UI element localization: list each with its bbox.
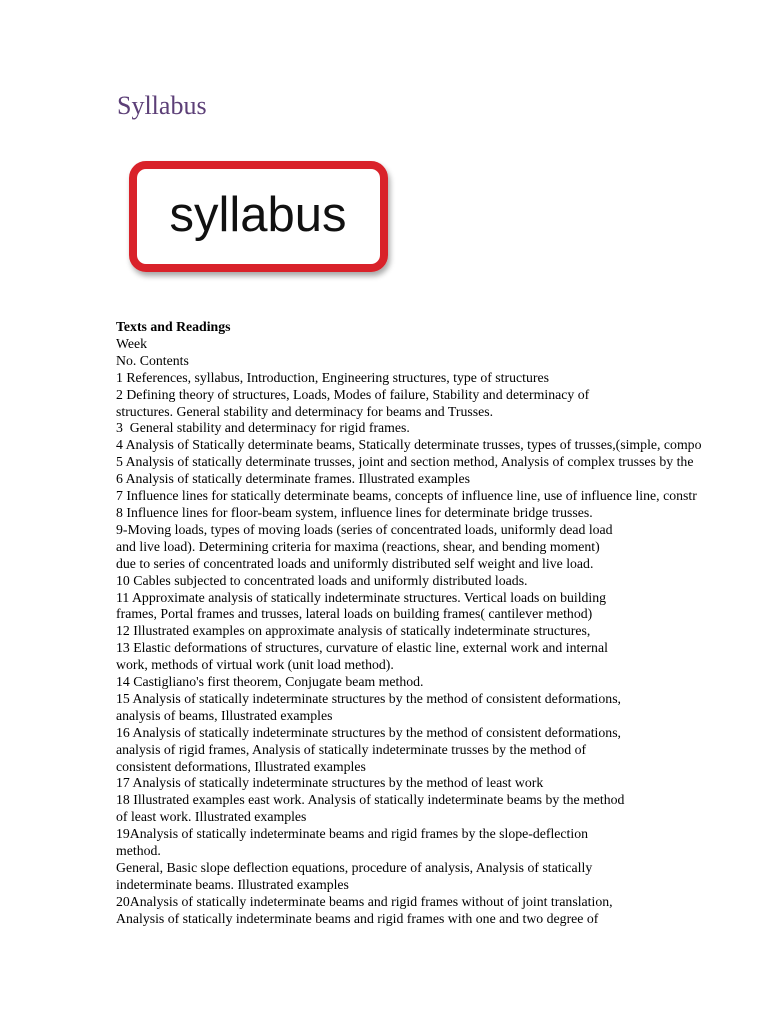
syllabus-line: 17 Analysis of statically indeterminate structures by the method of least work [116,775,544,791]
syllabus-line: 3 General stability and determinacy for rigid frames. [116,420,410,436]
syllabus-line: 14 Castigliano's first theorem, Conjugate beam method. [116,674,424,690]
syllabus-logo-graphic [124,160,404,286]
syllabus-line: 4 Analysis of Statically determinate beams, Statically determinate trusses, types of trusses,(simple, compo [116,437,702,453]
syllabus-line: 20Analysis of statically indeterminate beams and rigid frames without of joint translation, [116,893,613,909]
syllabus-line: 11 Approximate analysis of statically indeterminate structures. Vertical loads on building [116,589,607,605]
syllabus-line: General, Basic slope deflection equations, procedure of analysis, Analysis of statically [116,860,593,875]
syllabus-line: 19Analysis of statically indeterminate beams and rigid frames by the slope-deflection [116,826,589,842]
syllabus-line: 18 Illustrated examples east work. Analysis of statically indeterminate beams by the method [116,792,625,808]
syllabus-line: of least work. Illustrated examples [116,809,307,825]
syllabus-logo [124,160,404,286]
syllabus-line: analysis of rigid frames, Analysis of statically indeterminate trusses by the method of [116,741,587,757]
syllabus-line: 8 Influence lines for floor-beam system, influence lines for determinate bridge trusses. [116,504,593,520]
syllabus-line: analysis of beams, Illustrated examples [116,707,333,723]
syllabus-line: consistent deformations, Illustrated examples [116,758,366,774]
syllabus-line: 16 Analysis of statically indeterminate structures by the method of consistent deformations, [116,724,622,740]
syllabus-line: 7 Influence lines for statically determinate beams, concepts of influence line, use of influence line, constr [116,488,697,504]
texts-and-readings-section [116,319,768,928]
syllabus-line: indeterminate beams. Illustrated examples [116,876,349,892]
syllabus-line: 13 Elastic deformations of structures, curvature of elastic line, external work and internal [116,640,608,656]
syllabus-line: Week [116,335,148,351]
syllabus-line: method. [116,843,161,859]
syllabus-line: due to series of concentrated loads and uniformly distributed self weight and live load. [116,555,594,571]
syllabus-line: No. Contents [116,352,189,368]
syllabus-line: 10 Cables subjected to concentrated loads and uniformly distributed loads. [116,572,528,588]
syllabus-line: Analysis of statically indeterminate beams and rigid frames with one and two degree of [116,910,599,926]
syllabus-line: 5 Analysis of statically determinate trusses, joint and section method, Analysis of complex trusses by the [116,454,694,470]
logo-text: syllabus [169,188,347,242]
page-title: Syllabus [117,91,207,120]
syllabus-line: work, methods of virtual work (unit load method). [116,657,394,673]
syllabus-line: 12 Illustrated examples on approximate analysis of statically indeterminate structures, [116,623,591,639]
syllabus-line: structures. General stability and determinacy for beams and Trusses. [116,403,494,419]
syllabus-line: 6 Analysis of statically determinate frames. Illustrated examples [116,471,471,487]
syllabus-line: 2 Defining theory of structures, Loads, Modes of failure, Stability and determinacy of [116,386,590,402]
syllabus-line: 9-Moving loads, types of moving loads (series of concentrated loads, uniformly dead load [116,521,613,537]
syllabus-line: 15 Analysis of statically indeterminate structures by the method of consistent deformations, [116,690,622,706]
section-heading: Texts and Readings [116,319,231,334]
syllabus-line: and live load). Determining criteria for maxima (reactions, shear, and bending moment) [116,538,600,554]
syllabus-lines [116,336,768,928]
syllabus-line: 1 References, syllabus, Introduction, Engineering structures, type of structures [116,369,549,385]
syllabus-line: frames, Portal frames and trusses, lateral loads on building frames( cantilever method) [116,606,593,622]
